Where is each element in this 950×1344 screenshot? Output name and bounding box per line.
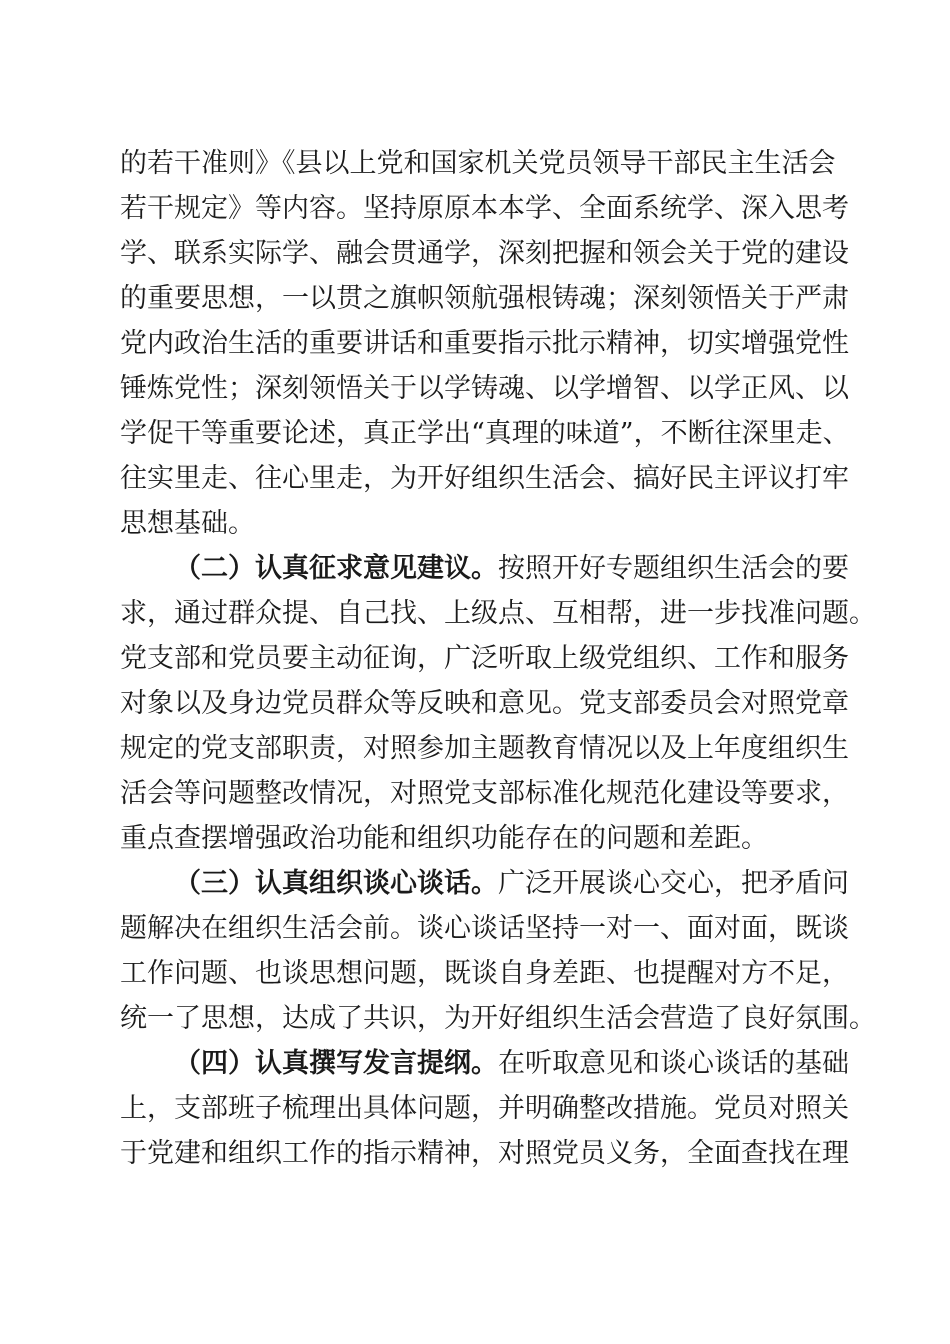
section-heading: （三）认真组织谈心谈话。 xyxy=(174,868,498,899)
document-body xyxy=(120,141,876,1176)
text-line: 求，通过群众提、自己找、上级点、互相帮，进一步找准问题。 xyxy=(120,598,876,629)
section-text: 广泛开展谈心交心，把矛盾问 xyxy=(498,868,849,899)
text-line: 的重要思想，一以贯之旗帜领航强根铸魂；深刻领悟关于严肃 xyxy=(120,283,849,314)
text-line: 上，支部班子梳理出具体问题，并明确整改措施。党员对照关 xyxy=(120,1093,849,1124)
section-heading-line xyxy=(120,861,849,906)
text-line: 于党建和组织工作的指示精神，对照党员义务，全面查找在理 xyxy=(120,1138,849,1169)
text-line: 党支部和党员要主动征询，广泛听取上级党组织、工作和服务 xyxy=(120,643,849,674)
section-text: 按照开好专题组织生活会的要 xyxy=(498,553,849,584)
section-heading-line xyxy=(120,546,849,591)
text-line: 若干规定》等内容。坚持原原本本学、全面系统学、深入思考 xyxy=(120,193,849,224)
text-line: 工作问题、也谈思想问题，既谈自身差距、也提醒对方不足， xyxy=(120,958,849,989)
text-line: 往实里走、往心里走，为开好组织生活会、搞好民主评议打牢 xyxy=(120,463,849,494)
section-heading-line xyxy=(120,1041,849,1086)
text-line: 思想基础。 xyxy=(120,508,255,539)
text-line: 题解决在组织生活会前。谈心谈话坚持一对一、面对面，既谈 xyxy=(120,913,849,944)
section-heading: （二）认真征求意见建议。 xyxy=(174,553,498,584)
text-line: 的若干准则》《县以上党和国家机关党员领导干部民主生活会 xyxy=(120,148,836,179)
text-line: 对象以及身边党员群众等反映和意见。党支部委员会对照党章 xyxy=(120,688,849,719)
text-line: 规定的党支部职责，对照参加主题教育情况以及上年度组织生 xyxy=(120,733,849,764)
section-heading: （四）认真撰写发言提纲。 xyxy=(174,1048,498,1079)
text-line: 统一了思想，达成了共识，为开好组织生活会营造了良好氛围。 xyxy=(120,1003,876,1034)
text-line: 重点查摆增强政治功能和组织功能存在的问题和差距。 xyxy=(120,823,768,854)
text-line: 党内政治生活的重要讲话和重要指示批示精神，切实增强党性 xyxy=(120,328,849,359)
text-line: 学促干等重要论述，真正学出“真理的味道”，不断往深里走、 xyxy=(120,418,850,449)
section-text: 在听取意见和谈心谈话的基础 xyxy=(498,1048,849,1079)
text-line: 活会等问题整改情况，对照党支部标准化规范化建设等要求， xyxy=(120,778,849,809)
text-line: 学、联系实际学、融会贯通学，深刻把握和领会关于党的建设 xyxy=(120,238,849,269)
text-line: 锤炼党性；深刻领悟关于以学铸魂、以学增智、以学正风、以 xyxy=(120,373,849,404)
